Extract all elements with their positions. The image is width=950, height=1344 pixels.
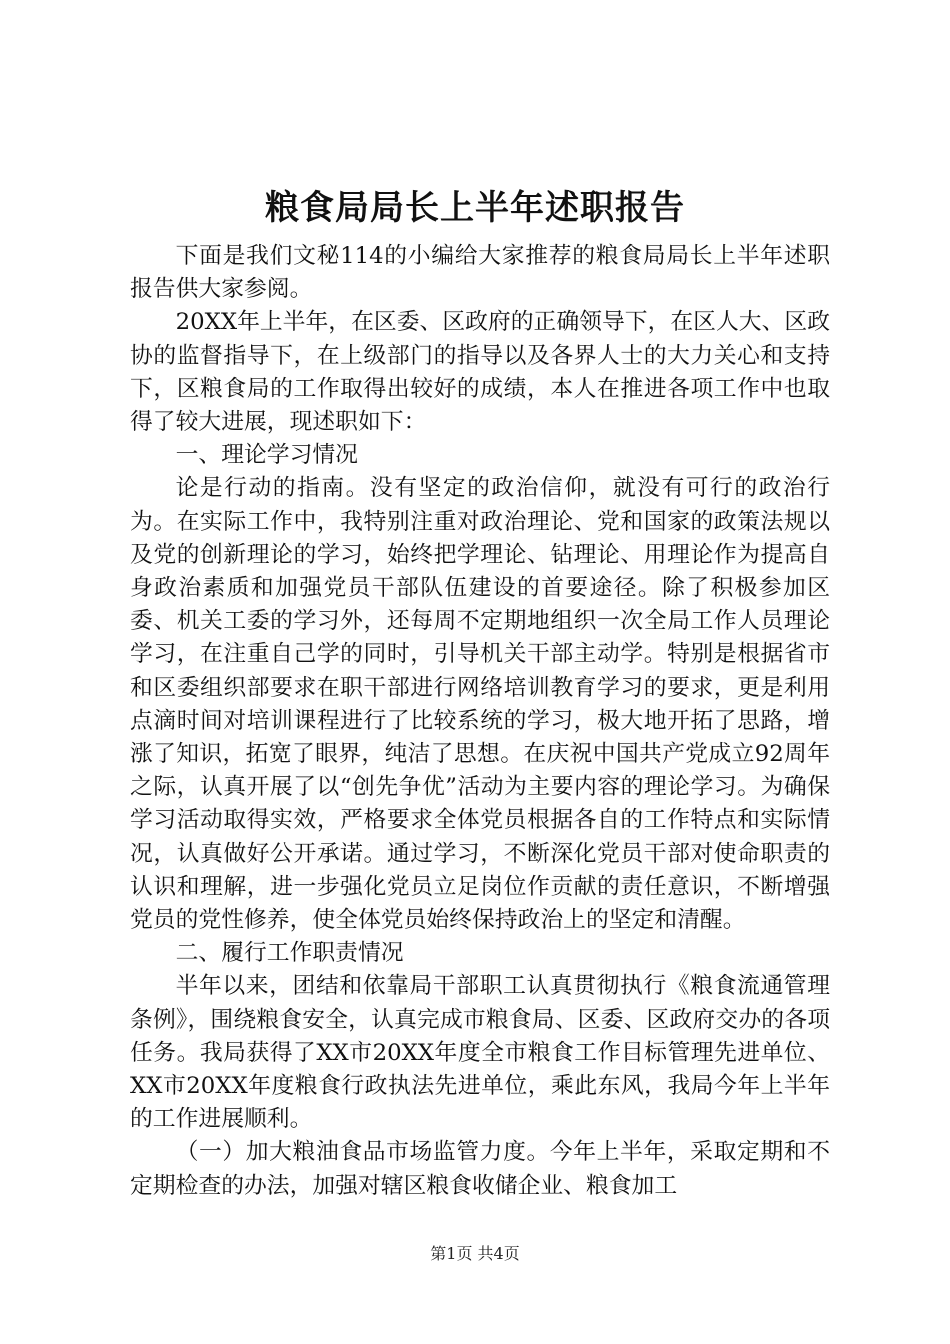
paragraph-duties: 半年以来，团结和依靠局干部职工认真贯彻执行《粮食流通管理条例》，围绕粮食安全，认真完成市粮食局、区委、区政府交办的各项任务。我局获得了XX市20XX年度全市粮食工作目标管理先进单位、XX市20XX年度粮食行政执法先进单位，乘此东风，我局今年上半年的工作进展顺利。 xyxy=(130,973,830,1133)
section-heading-duties: 二、履行工作职责情况 xyxy=(175,940,404,967)
paragraph-intro: 下面是我们文秘114的小编给大家推荐的粮食局局长上半年述职报告供大家参阅。 xyxy=(130,243,830,303)
section-heading-theory-study: 一、理论学习情况 xyxy=(175,442,358,469)
document-title: 粮食局局长上半年述职报告 xyxy=(265,188,685,228)
paragraph-market-supervision: （一）加大粮油食品市场监管力度。今年上半年，采取定期和不定期检查的办法，加强对辖区粮食收储企业、粮食加工 xyxy=(130,1139,830,1199)
paragraph-opening: 20XX年上半年，在区委、区政府的正确领导下，在区人大、区政协的监督指导下，在上级部门的指导以及各界人士的大力关心和支持下，区粮食局的工作取得出较好的成绩，本人在推进各项工作中也取得了较大进展，现述职如下： xyxy=(130,309,830,436)
document-body xyxy=(130,240,830,1203)
page-footer: 第1页 共4页 xyxy=(430,1244,520,1263)
paragraph-theory-study: 论是行动的指南。没有坚定的政治信仰，就没有可行的政治行为。在实际工作中，我特别注重对政治理论、党和国家的政策法规以及党的创新理论的学习，始终把学理论、钻理论、用理论作为提高自身政治素质和加强党员干部队伍建设的首要途径。除了积极参加区委、机关工委的学习外，还每周不定期地组织一次全局工作人员理论学习，在注重自己学的同时，引导机关干部主动学。特别是根据省市和区委组织部要求在职干部进行网络培训教育学习的要求，更是利用点滴时间对培训课程进行了比较系统的学习，极大地开拓了思路，增涨了知识，拓宽了眼界，纯洁了思想。在庆祝中国共产党成立92周年之际，认真开展了以“创先争优”活动为主要内容的理论学习。为确保学习活动取得实效，严格要求全体党员根据各自的工作特点和实际情况，认真做好公开承诺。通过学习，不断深化党员干部对使命职责的认识和理解，进一步强化党员立足岗位作贡献的责任意识，不断增强党员的党性修养，使全体党员始终保持政治上的坚定和清醒。 xyxy=(130,475,830,934)
